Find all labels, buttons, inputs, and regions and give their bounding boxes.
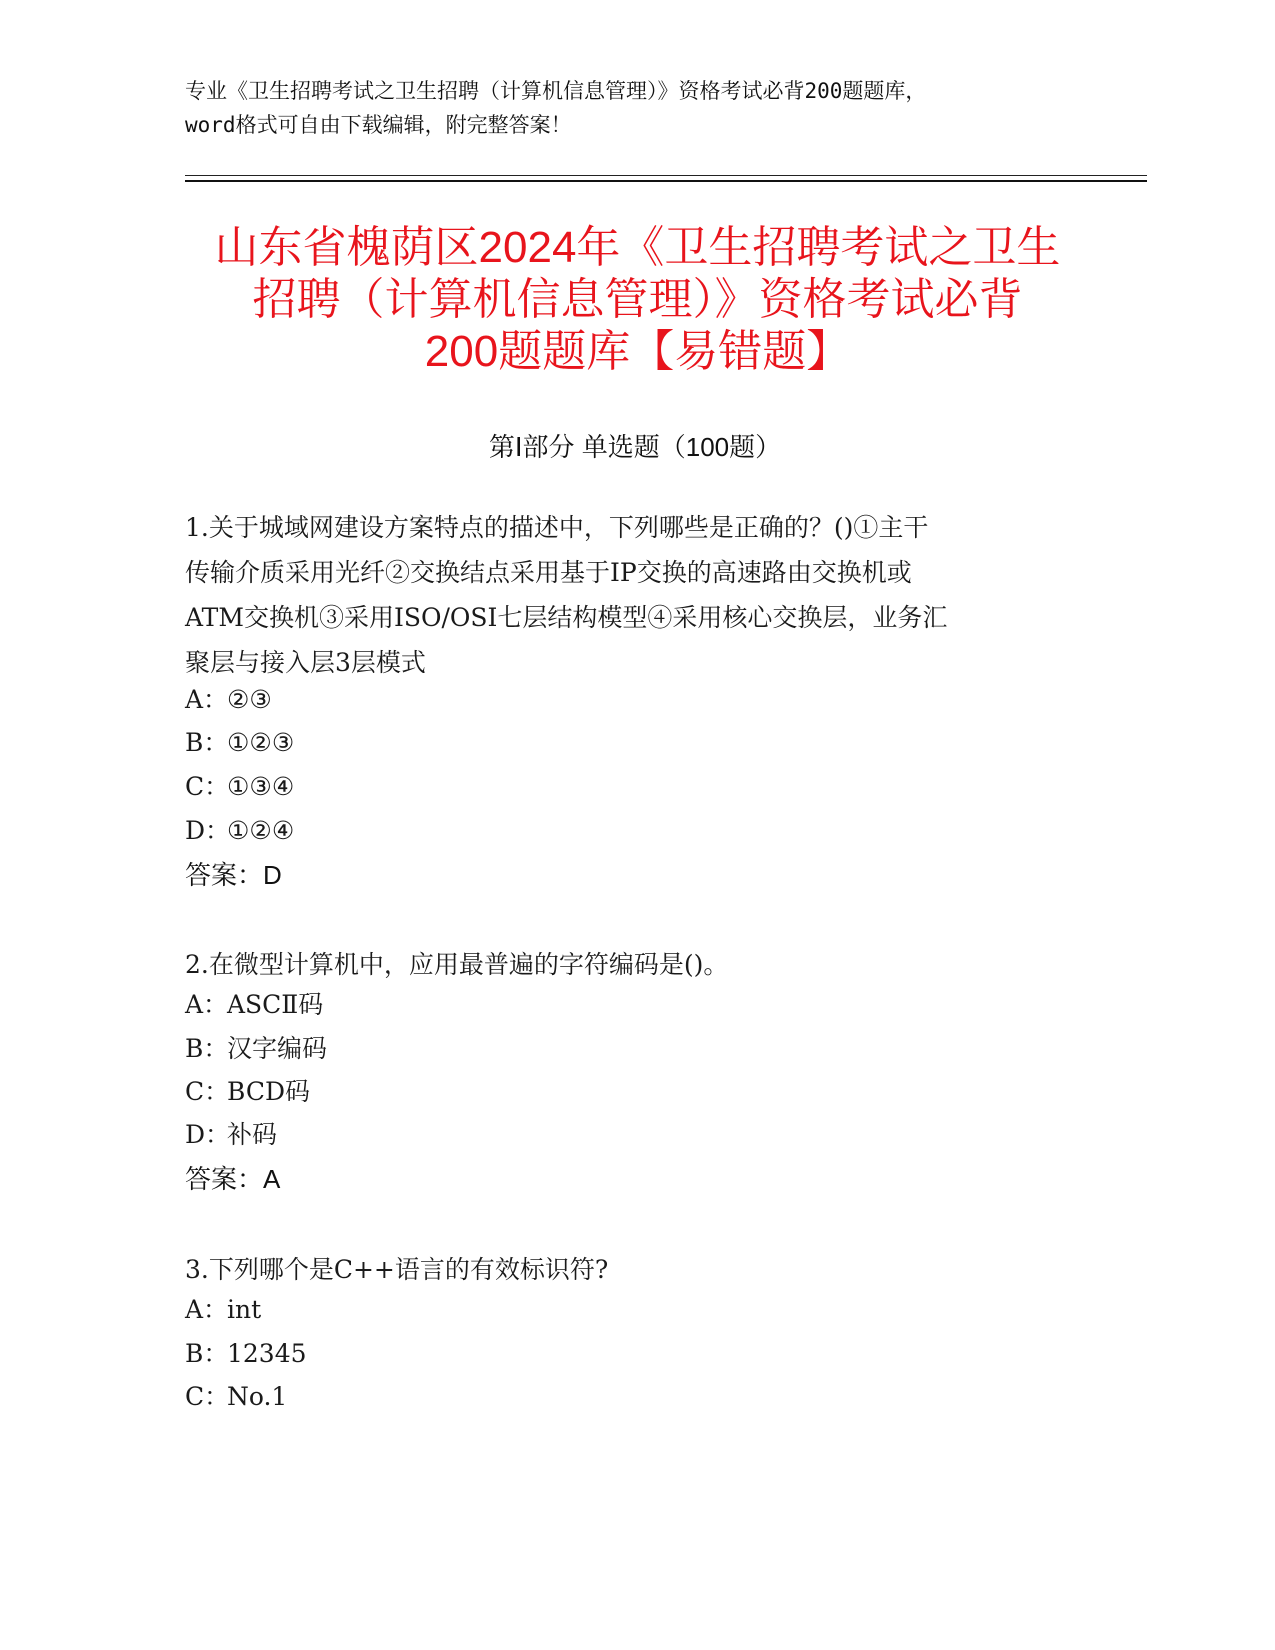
- option-text: 汉字编码: [227, 1034, 328, 1063]
- title-line-2: 招聘（计算机信息管理）》资格考试必背: [252, 275, 1023, 324]
- option-text: ②③: [227, 685, 272, 714]
- question-1-stem-line: 聚层与接入层3层模式: [185, 648, 426, 677]
- question-3-option-a: [185, 1294, 261, 1326]
- header-note-line-1: 专业《卫生招聘考试之卫生招聘（计算机信息管理）》资格考试必背200题题库，: [185, 79, 927, 103]
- header-note-line-2: word格式可自由下载编辑，附完整答案！: [185, 113, 572, 137]
- option-text: 12345: [227, 1339, 307, 1368]
- option-text: No.1: [227, 1382, 288, 1411]
- question-3-stem: [185, 1247, 608, 1292]
- option-letter: C：: [185, 1382, 230, 1411]
- header-divider-thin: [185, 175, 1147, 176]
- section-title: 第Ⅰ部分 单选题（100题）: [488, 432, 782, 462]
- question-1-stem-line: 1.关于城域网建设方案特点的描述中，下列哪些是正确的？()①主干: [185, 513, 929, 542]
- header-divider-thick: [185, 180, 1147, 182]
- question-2-stem-line: 2.在微型计算机中，应用最普遍的字符编码是()。: [185, 950, 729, 979]
- question-1-option-b: [185, 727, 294, 759]
- title-line-1: 山东省槐荫区2024年《卫生招聘考试之卫生: [214, 223, 1061, 272]
- question-1-option-d: [185, 815, 294, 847]
- question-1-stem: [185, 505, 947, 685]
- question-3-stem-line: 3.下列哪个是C++语言的有效标识符?: [185, 1255, 609, 1284]
- question-2-answer: 答案：A: [185, 1164, 281, 1194]
- option-letter: C：: [185, 1077, 230, 1106]
- question-2-stem: [185, 942, 728, 987]
- option-letter: B：: [185, 728, 229, 757]
- question-3-option-c: [185, 1381, 287, 1413]
- option-letter: A：: [185, 990, 229, 1019]
- option-letter: D：: [185, 816, 231, 845]
- question-1-option-c: [185, 771, 294, 803]
- option-letter: A：: [185, 685, 229, 714]
- option-letter: D：: [185, 1120, 231, 1149]
- option-text: ①②③: [227, 728, 295, 757]
- question-1-stem-line: 传输介质采用光纤②交换结点采用基于IP交换的高速路由交换机或: [185, 558, 912, 587]
- option-text: ①③④: [227, 772, 295, 801]
- option-letter: A：: [185, 1295, 229, 1324]
- option-letter: B：: [185, 1339, 229, 1368]
- question-1-stem-line: ATM交换机③采用ISO/OSI七层结构模型④采用核心交换层，业务汇: [185, 603, 948, 632]
- option-text: int: [227, 1295, 262, 1324]
- option-text: ASCⅡ码: [227, 990, 324, 1019]
- title-line-3: 200题题库【易错题】: [424, 327, 851, 376]
- header-note: [185, 74, 1105, 142]
- option-text: ①②④: [227, 816, 295, 845]
- question-1-answer: 答案：D: [185, 860, 282, 890]
- option-text: 补码: [227, 1120, 278, 1149]
- question-2-option-a: [185, 989, 323, 1021]
- document-title: [150, 222, 1125, 378]
- option-letter: C：: [185, 772, 230, 801]
- question-2-option-b: [185, 1033, 327, 1065]
- option-text: BCD码: [227, 1077, 311, 1106]
- question-2-option-d: [185, 1119, 277, 1151]
- question-1-option-a: [185, 684, 272, 716]
- question-2-option-c: [185, 1076, 310, 1108]
- option-letter: B：: [185, 1034, 229, 1063]
- question-3-option-b: [185, 1338, 307, 1370]
